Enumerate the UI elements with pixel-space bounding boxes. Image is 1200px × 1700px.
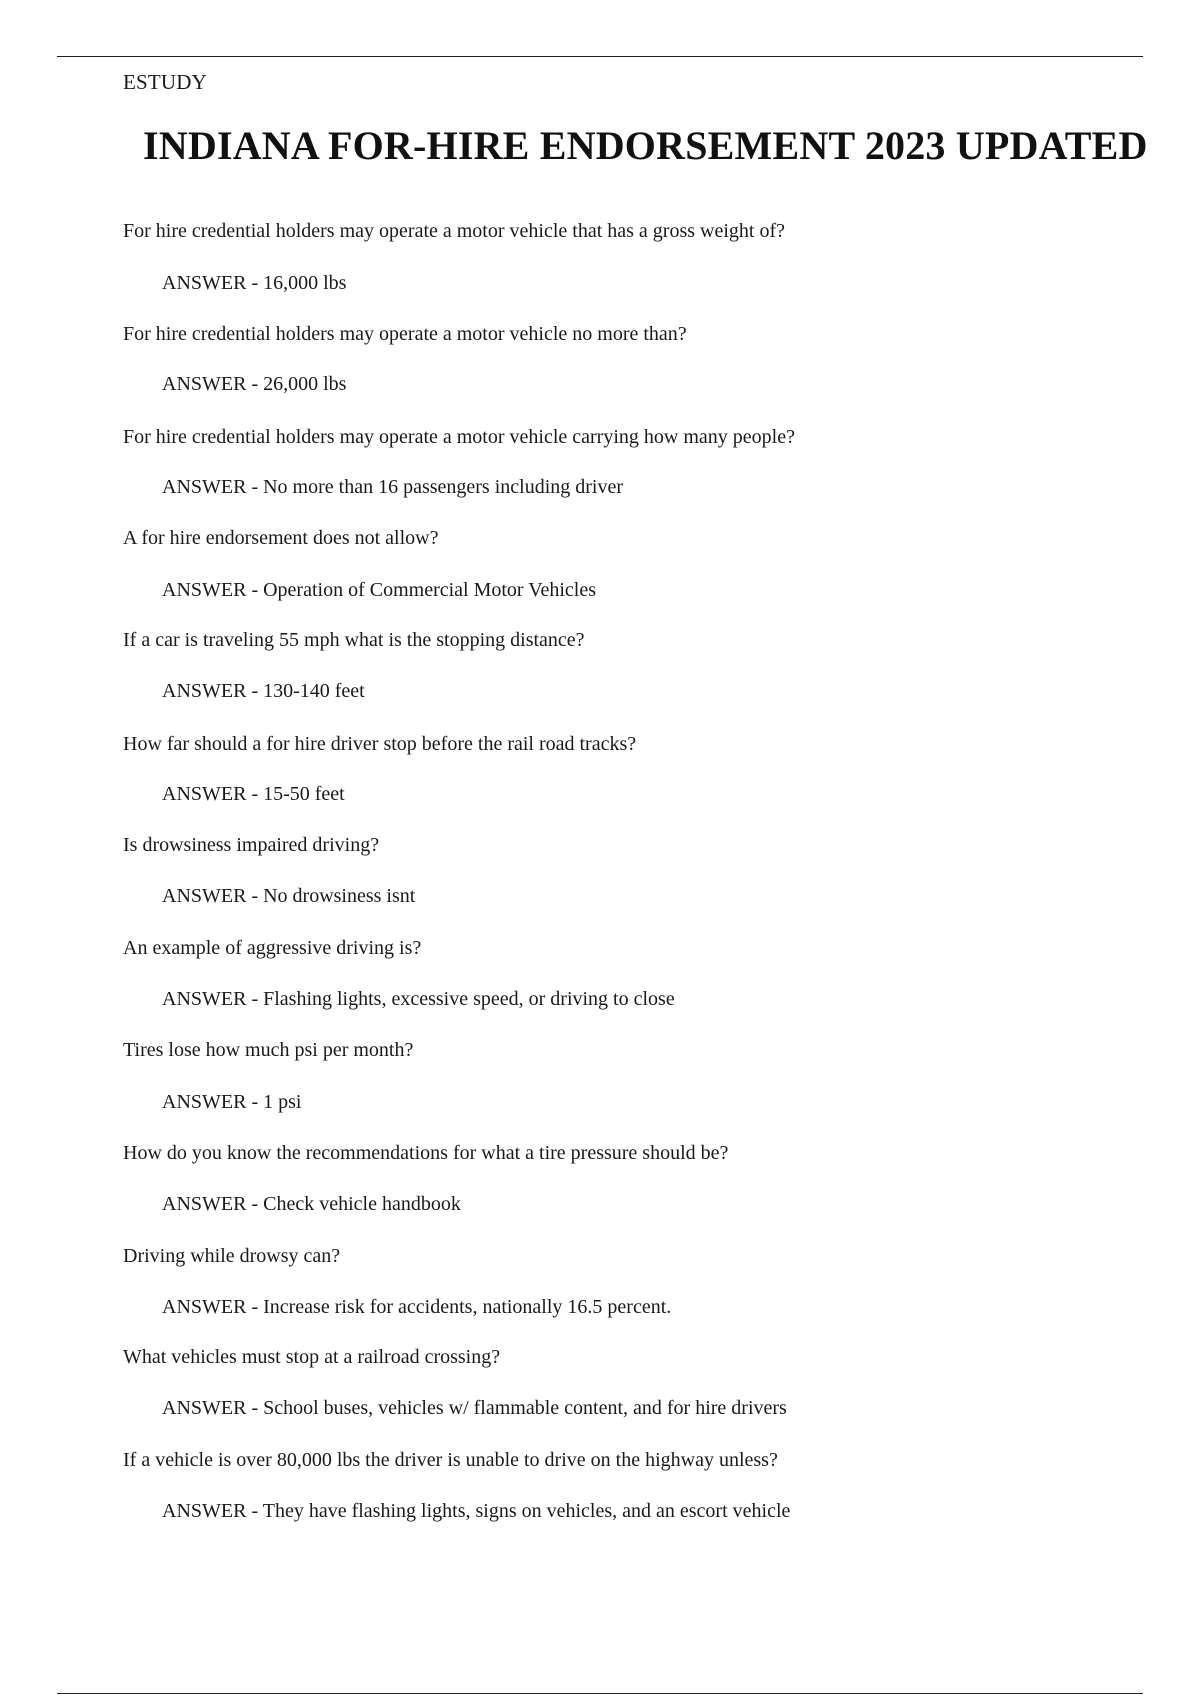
answer-10: ANSWER - Check vehicle handbook — [162, 1193, 461, 1215]
answer-2: ANSWER - 26,000 lbs — [162, 373, 347, 395]
answer-4: ANSWER - Operation of Commercial Motor Vehicles — [162, 579, 596, 601]
answer-13: ANSWER - They have flashing lights, signs on vehicles, and an escort vehicle — [162, 1500, 791, 1522]
answer-7: ANSWER - No drowsiness isnt — [162, 885, 416, 907]
question-11: Driving while drowsy can? — [123, 1245, 341, 1267]
page-title: INDIANA FOR-HIRE ENDORSEMENT 2023 UPDATED — [143, 123, 1148, 168]
answer-12: ANSWER - School buses, vehicles w/ flammable content, and for hire drivers — [162, 1397, 787, 1419]
question-1: For hire credential holders may operate a motor vehicle that has a gross weight of? — [123, 220, 785, 242]
answer-11: ANSWER - Increase risk for accidents, nationally 16.5 percent. — [162, 1296, 672, 1318]
question-9: Tires lose how much psi per month? — [123, 1039, 414, 1061]
question-4: A for hire endorsement does not allow? — [123, 527, 439, 549]
question-6: How far should a for hire driver stop before the rail road tracks? — [123, 733, 637, 755]
question-5: If a car is traveling 55 mph what is the stopping distance? — [123, 629, 585, 651]
answer-8: ANSWER - Flashing lights, excessive speed, or driving to close — [162, 988, 675, 1010]
answer-3: ANSWER - No more than 16 passengers including driver — [162, 476, 624, 498]
question-10: How do you know the recommendations for what a tire pressure should be? — [123, 1142, 729, 1164]
question-3: For hire credential holders may operate a motor vehicle carrying how many people? — [123, 426, 795, 448]
answer-5: ANSWER - 130-140 feet — [162, 680, 365, 702]
question-7: Is drowsiness impaired driving? — [123, 834, 380, 856]
answer-9: ANSWER - 1 psi — [162, 1091, 302, 1113]
question-8: An example of aggressive driving is? — [123, 937, 422, 959]
question-2: For hire credential holders may operate a motor vehicle no more than? — [123, 323, 687, 345]
bottom-rule — [57, 1693, 1143, 1694]
question-13: If a vehicle is over 80,000 lbs the driver is unable to drive on the highway unless? — [123, 1449, 778, 1471]
answer-1: ANSWER - 16,000 lbs — [162, 272, 347, 294]
question-12: What vehicles must stop at a railroad crossing? — [123, 1346, 501, 1368]
header-label: ESTUDY — [123, 70, 208, 94]
answer-6: ANSWER - 15-50 feet — [162, 783, 345, 805]
